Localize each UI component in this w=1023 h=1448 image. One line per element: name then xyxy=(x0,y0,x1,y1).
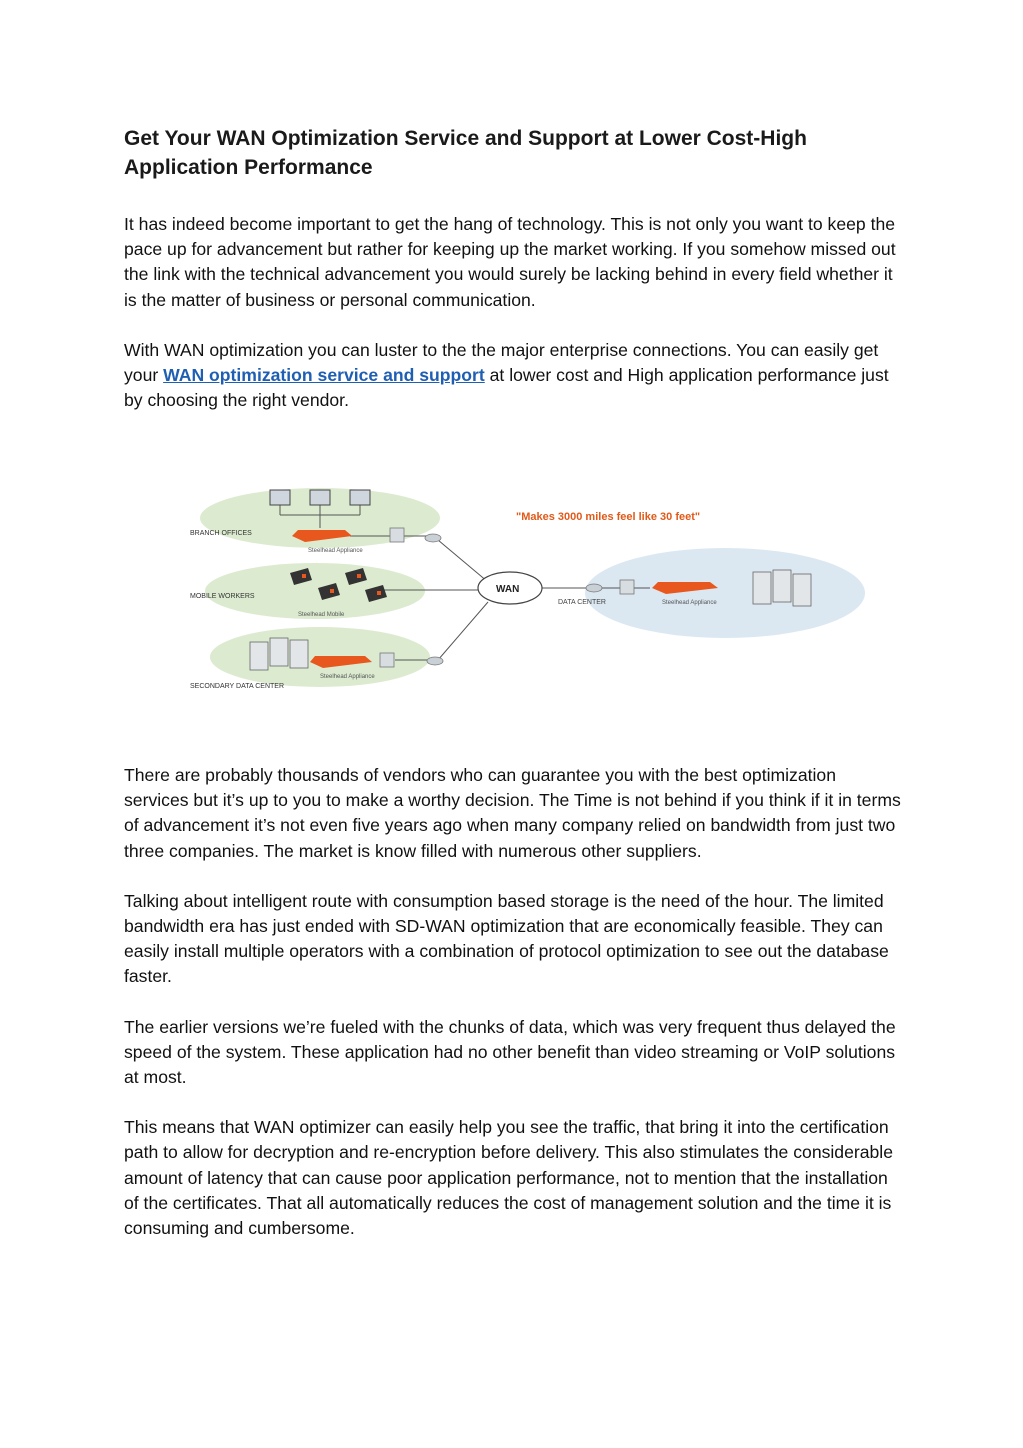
secondary-servers-icon xyxy=(250,638,308,670)
secondary-dc-label: SECONDARY DATA CENTER xyxy=(190,683,285,690)
secondary-appliance-label: Steelhead Appliance xyxy=(320,674,375,680)
wan-diagram xyxy=(180,480,870,710)
secondary-firewall-icon xyxy=(380,653,394,667)
wan-label: WAN xyxy=(496,584,520,595)
secondary-router-icon xyxy=(427,657,443,665)
paragraph-intelligent-route: Talking about intelligent route with consumption based storage is the need of the hour. The limited bandwidth era has just ended with SD-WAN optimization that are economically feasible. They can easily install multiple operators with a combination of protocol optimization to see out the database faster. xyxy=(124,890,889,987)
dc-appliance-label: Steelhead Appliance xyxy=(662,600,717,606)
branch-appliance-label: Steelhead Appliance xyxy=(308,548,363,554)
paragraph-intro: It has indeed become important to get the hang of technology. This is not only you want to keep the pace up for advancement but rather for keeping up the market working. If you somehow missed out the link with the technical advancement you would surely be lacking behind in every field whether it is the matter of business or personal communication. xyxy=(124,214,896,310)
branch-offices-label: BRANCH OFFICES xyxy=(190,530,252,537)
paragraph-wan xyxy=(124,338,904,414)
firewall-icon xyxy=(390,528,404,542)
dc-servers-icon xyxy=(753,570,811,606)
diagram-quote: "Makes 3000 miles feel like 30 feet" xyxy=(516,511,701,523)
lower-content xyxy=(124,763,904,1266)
wan-service-link[interactable]: WAN optimization service and support xyxy=(163,365,485,386)
router-icon xyxy=(425,534,441,542)
data-center-label: DATA CENTER xyxy=(558,599,606,606)
mobile-label: Steelhead Mobile xyxy=(298,612,345,618)
paragraph-certification: This means that WAN optimizer can easily help you see the traffic, that bring it into the certification path to allow for decryption and re-encryption before delivery. This also stimulates the considerable amount of latency that can cause poor application performance, not to mention that the installation of the certificates. That all automatically reduces the cost of management solution and the time it is consuming and cumbersome. xyxy=(124,1117,893,1239)
paragraph-wan-before: With WAN optimization you can luster to the the major enterprise connections. You can easily get your xyxy=(124,339,879,386)
paragraph-wan-after: at lower cost and High application performance just by choosing the right vendor. xyxy=(124,365,889,411)
branch-computers-icon xyxy=(270,490,370,505)
mobile-workers-area xyxy=(205,563,425,619)
wan-diagram-svg xyxy=(180,480,870,710)
upper-content xyxy=(124,124,904,438)
paragraph-vendors: There are probably thousands of vendors who can guarantee you with the best optimization services but it’s up to you to make a worthy decision. The Time is not behind if you think if it in terms of advancement it’s not even five years ago when many company relied on bandwidth from just two three companies. The market is know filled with numerous other suppliers. xyxy=(124,765,901,861)
dc-router-icon xyxy=(586,584,602,592)
dc-firewall-icon xyxy=(620,580,634,594)
page-title: Get Your WAN Optimization Service and Support at Lower Cost-High Application Performance xyxy=(124,127,807,179)
paragraph-earlier-versions: The earlier versions we’re fueled with the chunks of data, which was very frequent thus delayed the speed of the system. These application had no other benefit than video streaming or VoIP solutions at most. xyxy=(124,1016,896,1088)
mobile-workers-label: MOBILE WORKERS xyxy=(190,593,255,600)
